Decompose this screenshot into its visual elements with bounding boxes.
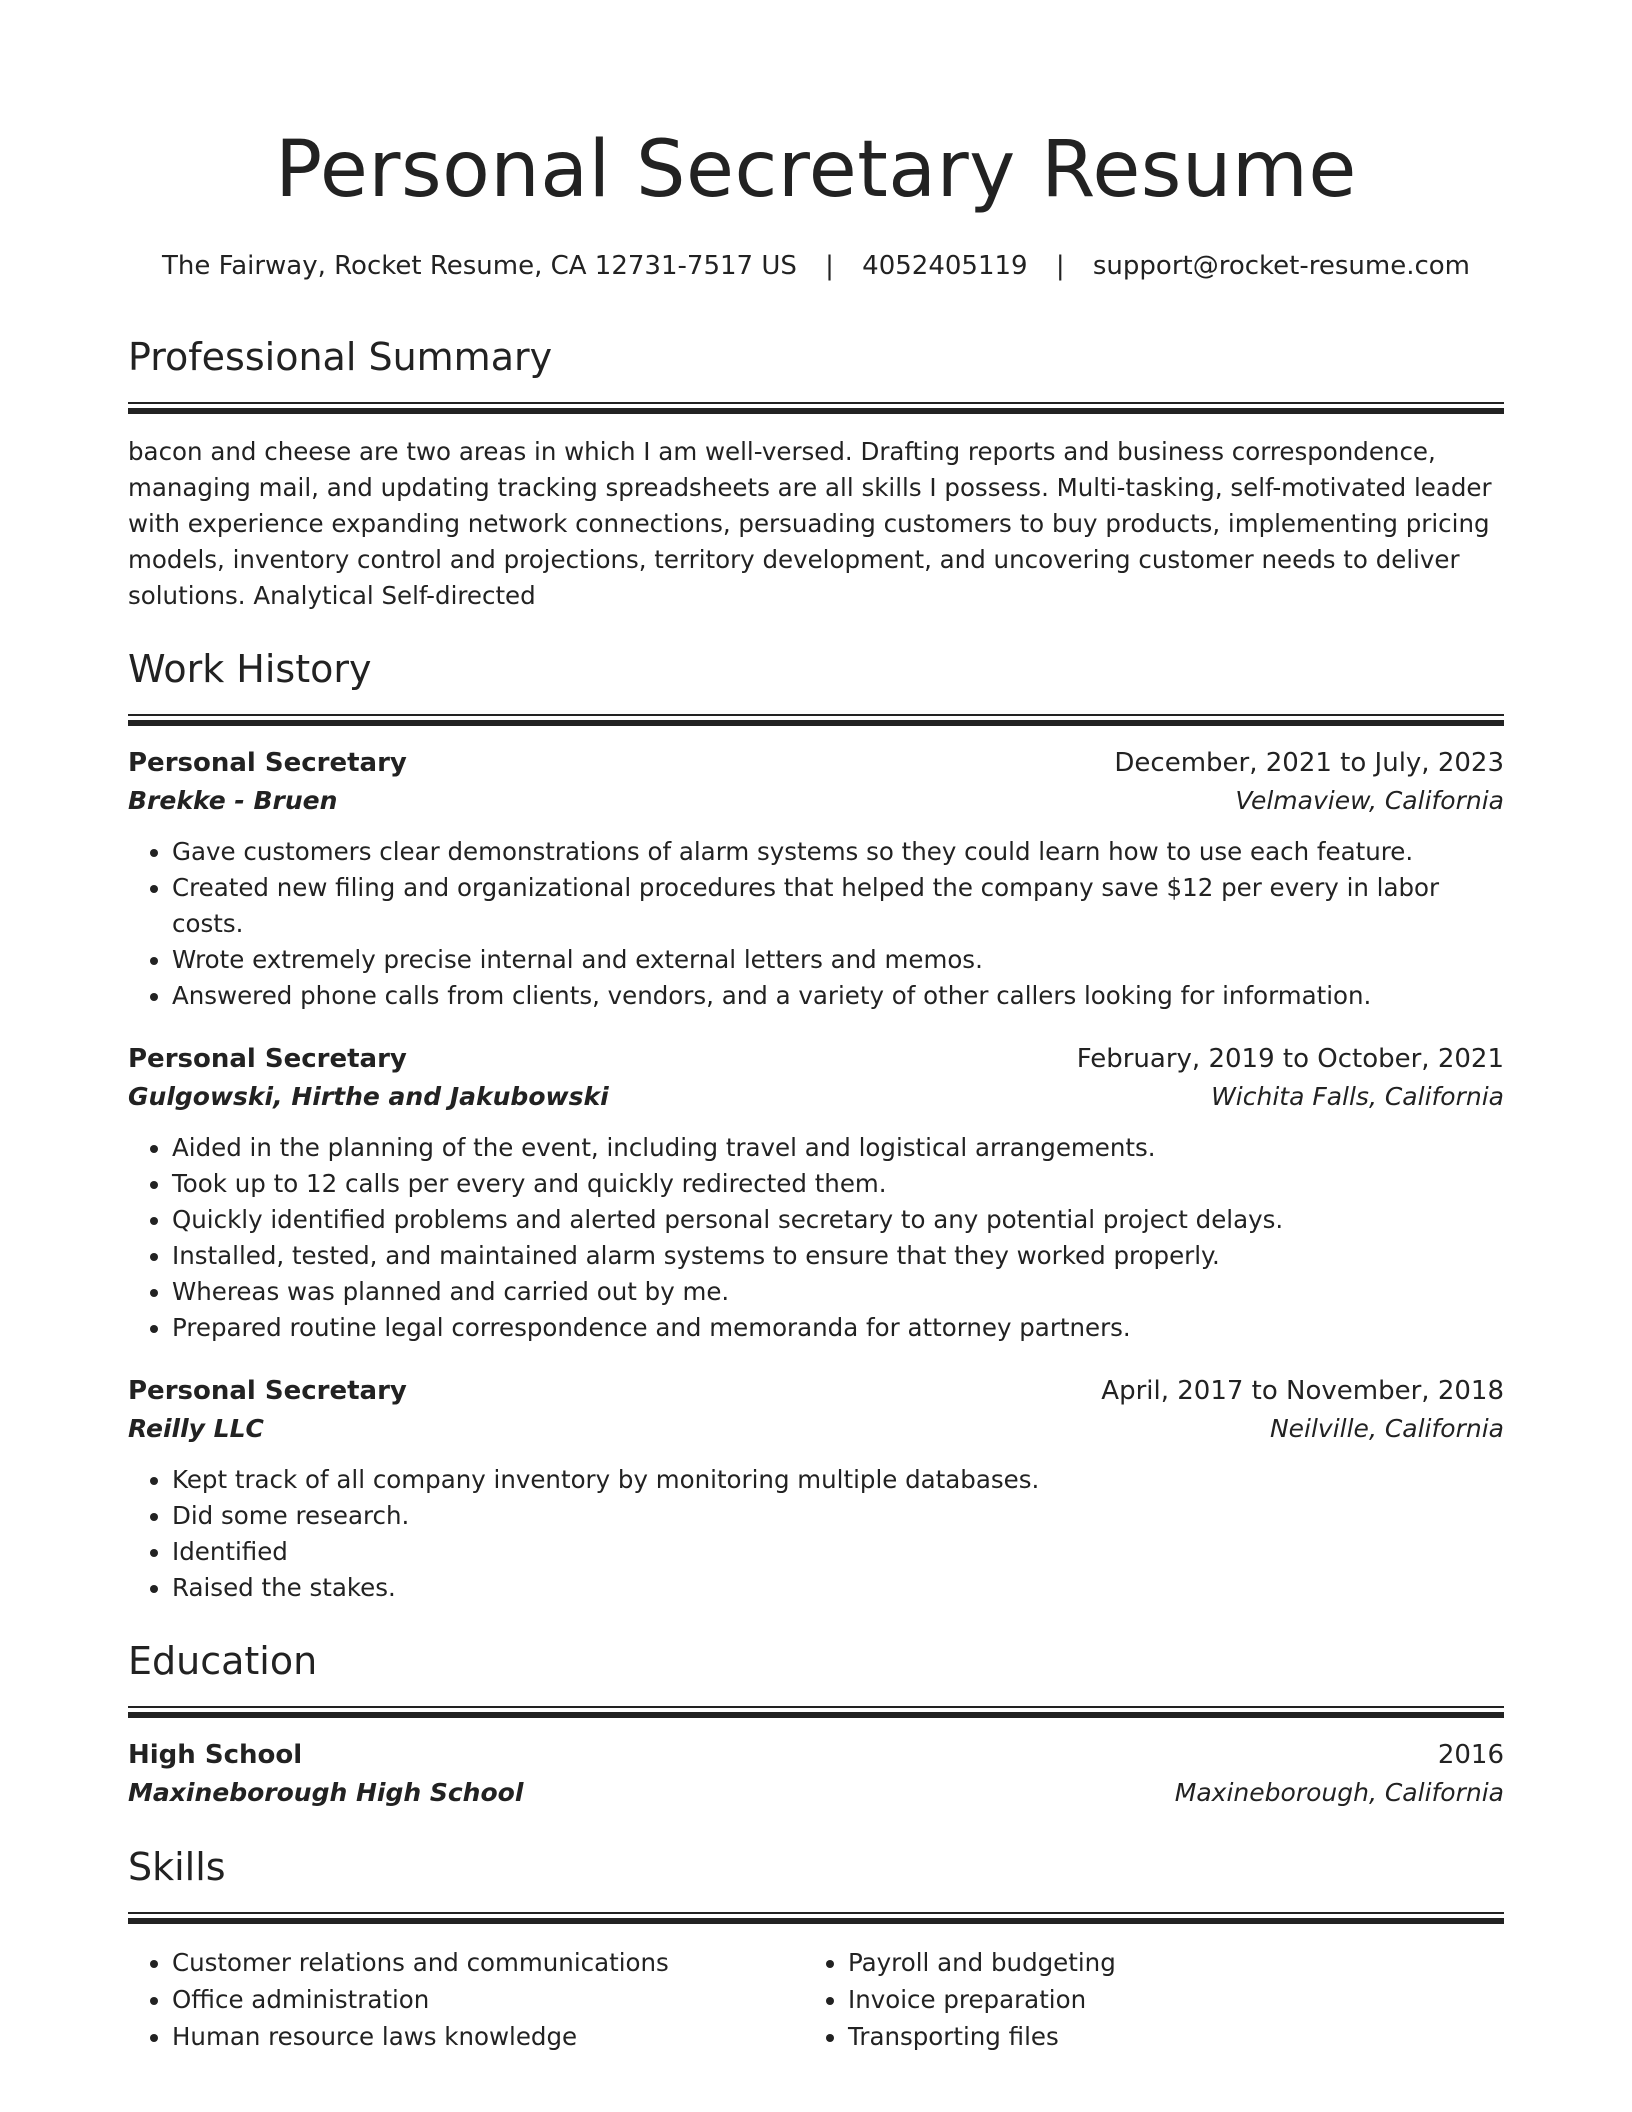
section-title-work-history: Work History: [128, 647, 372, 691]
list-item: • Customer relations and communications: [172, 1944, 804, 1981]
education-location: Maxineborough, California: [1174, 1778, 1504, 1807]
list-item: • Did some research.: [172, 1498, 1504, 1534]
contact-phone: 4052405119: [862, 251, 1028, 281]
section-title-summary: Professional Summary: [128, 335, 553, 379]
education-year: 2016: [1437, 1740, 1504, 1770]
education-header-row: [128, 1736, 1504, 1774]
list-item: • Kept track of all company inventory by monitoring multiple databases.: [172, 1462, 1504, 1498]
job-bullets: [128, 834, 1504, 1014]
education-section: [128, 1636, 1504, 1812]
list-item: • Raised the stakes.: [172, 1570, 1504, 1606]
list-item: • Gave customers clear demonstrations of alarm systems so they could learn how to use each feature.: [172, 834, 1504, 870]
job-title: Personal Secretary: [128, 748, 407, 778]
job-title: Personal Secretary: [128, 1376, 407, 1406]
list-item: • Human resource laws knowledge: [172, 2018, 804, 2055]
list-item: • Identified: [172, 1534, 1504, 1570]
work-history-section: [128, 644, 1504, 1606]
contact-address: The Fairway, Rocket Resume, CA 12731-7517 US: [162, 251, 797, 281]
section-title-skills: Skills: [128, 1845, 226, 1889]
list-item: • Transporting files: [848, 2018, 1480, 2055]
list-item: • Office administration: [172, 1981, 804, 2018]
section-title-education: Education: [128, 1639, 318, 1683]
job-company-row: [128, 782, 1504, 820]
contact-separator: |: [1055, 251, 1065, 281]
list-item: • Payroll and budgeting: [848, 1944, 1480, 1981]
job-dates: February, 2019 to October, 2021: [1076, 1044, 1504, 1074]
job-location: Wichita Falls, California: [1211, 1082, 1504, 1111]
job-location: Velmaview, California: [1235, 786, 1504, 815]
contact-email: support@rocket-resume.com: [1092, 251, 1470, 281]
skills-grid: [128, 1944, 1504, 2055]
skills-column-right: [804, 1944, 1480, 2055]
job-header-row: [128, 1040, 1504, 1078]
job-bullets: [128, 1462, 1504, 1606]
job-entry: [128, 744, 1504, 1014]
skills-section: [128, 1842, 1504, 2055]
list-item: • Whereas was planned and carried out by me.: [172, 1274, 1504, 1310]
list-item: • Answered phone calls from clients, vendors, and a variety of other callers looking for information.: [172, 978, 1504, 1014]
summary-text: bacon and cheese are two areas in which I am well-versed. Drafting reports and business correspondence, managing mail, and updating tracking spreadsheets are all skills I possess. Multi-tasking, self-motivated leader with experience expanding network connections, persuading customers to buy products, implementing pricing models, inventory control and projections, territory development, and uncovering customer needs to deliver solutions. Analytical Self-directed: [128, 437, 1492, 610]
job-company: Reilly LLC: [128, 1414, 264, 1443]
education-entry: [128, 1736, 1504, 1812]
section-divider: [128, 402, 1504, 414]
list-item: • Invoice preparation: [848, 1981, 1480, 2018]
list-item: • Quickly identified problems and alerted personal secretary to any potential project delays.: [172, 1202, 1504, 1238]
section-divider: [128, 714, 1504, 726]
section-divider: [128, 1706, 1504, 1718]
job-header-row: [128, 1372, 1504, 1410]
education-school: Maxineborough High School: [128, 1778, 524, 1807]
list-item: • Wrote extremely precise internal and external letters and memos.: [172, 942, 1504, 978]
job-bullets: [128, 1130, 1504, 1346]
list-item: • Installed, tested, and maintained alarm systems to ensure that they worked properly.: [172, 1238, 1504, 1274]
job-header-row: [128, 744, 1504, 782]
resume-title: Personal Secretary Resume: [275, 125, 1357, 215]
education-school-row: [128, 1774, 1504, 1812]
job-entry: [128, 1372, 1504, 1606]
job-entry: [128, 1040, 1504, 1346]
contact-separator: |: [825, 251, 834, 281]
section-divider: [128, 1912, 1504, 1924]
list-item: • Aided in the planning of the event, including travel and logistical arrangements.: [172, 1130, 1504, 1166]
job-company: Brekke - Bruen: [128, 786, 338, 815]
list-item: • Created new filing and organizational procedures that helped the company save $12 per every in labor costs.: [172, 870, 1504, 942]
job-title: Personal Secretary: [128, 1044, 407, 1074]
list-item: • Took up to 12 calls per every and quickly redirected them.: [172, 1166, 1504, 1202]
contact-line: [128, 248, 1504, 284]
job-location: Neilville, California: [1269, 1414, 1504, 1443]
education-degree: High School: [128, 1740, 303, 1770]
job-company-row: [128, 1410, 1504, 1448]
job-company: Gulgowski, Hirthe and Jakubowski: [128, 1082, 609, 1111]
job-company-row: [128, 1078, 1504, 1116]
list-item: • Prepared routine legal correspondence and memoranda for attorney partners.: [172, 1310, 1504, 1346]
job-dates: December, 2021 to July, 2023: [1114, 748, 1504, 778]
job-dates: April, 2017 to November, 2018: [1101, 1376, 1504, 1406]
skills-column-left: [128, 1944, 804, 2055]
summary-section: [128, 332, 1504, 614]
